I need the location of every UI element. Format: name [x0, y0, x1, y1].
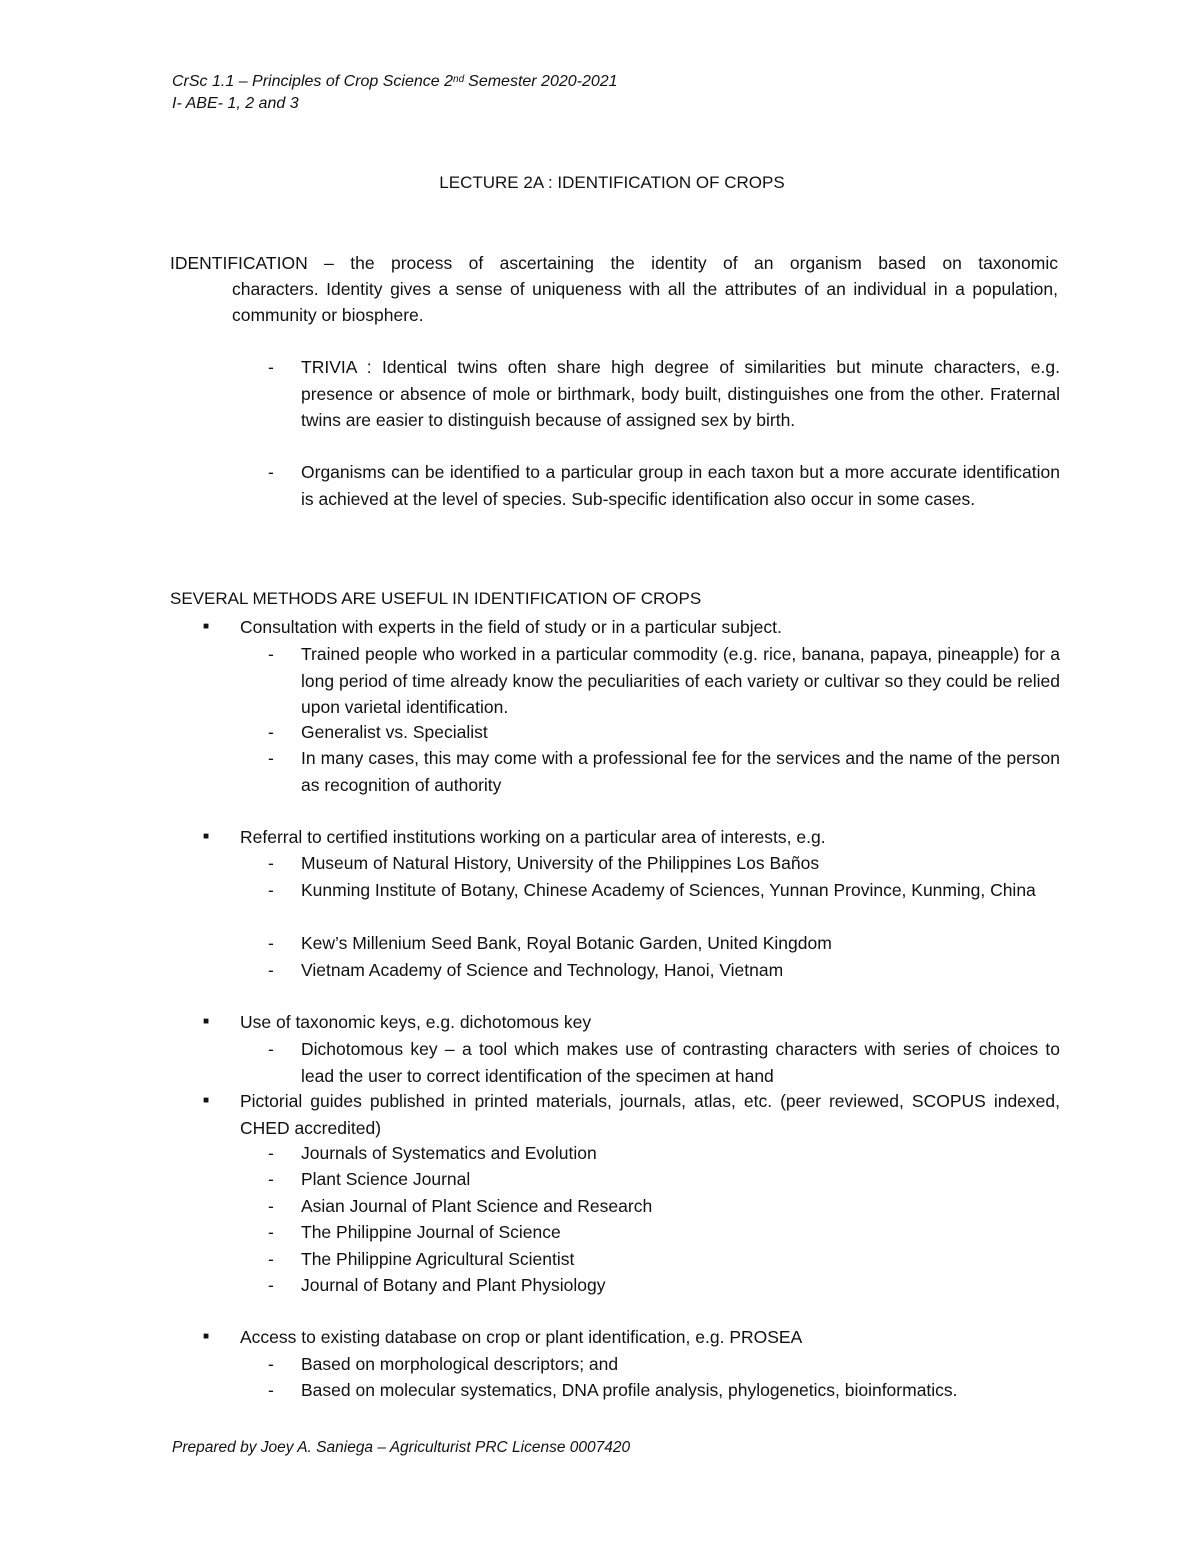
bullet-marker: ■ [203, 1016, 210, 1027]
method-sub-item [268, 1272, 1060, 1299]
sub-item-text: Kunming Institute of Botany, Chinese Academy of Sciences, Yunnan Province, Kunming, China [301, 880, 1036, 900]
dash-marker: - [268, 722, 274, 742]
sub-item-text: Asian Journal of Plant Science and Research [301, 1196, 653, 1216]
method-item: Pictorial guides published in printed materials, journals, atlas, etc. (peer reviewed, SCOPUS indexed, CHED accredited) [240, 1091, 1060, 1138]
method-sub-item [268, 1351, 1060, 1378]
method-sub-item [268, 957, 1060, 984]
note-organisms [268, 459, 1060, 512]
dash-marker: - [268, 1222, 274, 1242]
method-sub-item [268, 1036, 1060, 1089]
dash-marker: - [268, 853, 274, 873]
sub-item-text: Based on morphological descriptors; and [301, 1354, 619, 1374]
method-sub-item [268, 745, 1060, 798]
dash-marker: - [268, 1249, 274, 1269]
sub-item-text: Journals of Systematics and Evolution [301, 1143, 597, 1163]
method-sub-item [268, 719, 1060, 746]
method-sub-item [268, 1246, 1060, 1273]
dash-marker: - [268, 1275, 274, 1295]
dash-marker: - [268, 357, 274, 377]
sub-item-text: Kew’s Millenium Seed Bank, Royal Botanic Garden, United Kingdom [301, 933, 832, 953]
dash-marker: - [268, 1380, 274, 1400]
section-header: I- ABE- 1, 2 and 3 [172, 95, 299, 112]
sub-item-text: Museum of Natural History, University of the Philippines Los Baños [301, 853, 820, 873]
method-item: Referral to certified institutions working on a particular area of interests, e.g. [240, 827, 826, 847]
method-sub-item [268, 1219, 1060, 1246]
ordinal-suffix: nd [453, 74, 465, 85]
methods-heading: SEVERAL METHODS ARE USEFUL IN IDENTIFICATION OF CROPS [170, 589, 702, 608]
sub-item-text: Dichotomous key – a tool which makes use of contrasting characters with series of choices to lead the user to correct identification of the specimen at hand [301, 1039, 1060, 1086]
definition-continuation: characters. Identity gives a sense of uniqueness with all the attributes of an individual in a population, community or biosphere. [232, 279, 1058, 325]
method-sub-item [268, 641, 1060, 721]
dash-marker: - [268, 1143, 274, 1163]
note-text: TRIVIA : Identical twins often share high degree of similarities but minute characters, e.g. presence or absence of mole or birthmark, body built, distinguishes one from the other. Fraternal twins are easier to distinguish because of assigned sex by birth. [301, 357, 1060, 430]
sub-item-text: The Philippine Journal of Science [301, 1222, 561, 1242]
dash-marker: - [268, 1354, 274, 1374]
dash-marker: - [268, 1196, 274, 1216]
method-sub-item [268, 1377, 1060, 1404]
method-sub-item [268, 930, 1060, 957]
sub-item-text: Trained people who worked in a particular commodity (e.g. rice, banana, papaya, pineapple) for a long period of time already know the peculiarities of each variety or cultivar so they could be relied upon varietal identification. [301, 644, 1060, 717]
bullet-marker: ■ [203, 1095, 210, 1106]
bullet-marker: ■ [203, 831, 210, 842]
lecture-title: LECTURE 2A : IDENTIFICATION OF CROPS [439, 173, 785, 192]
sub-item-text: Plant Science Journal [301, 1169, 471, 1189]
sub-item-text: The Philippine Agricultural Scientist [301, 1249, 575, 1269]
method-item: Access to existing database on crop or plant identification, e.g. PROSEA [240, 1327, 803, 1347]
semester-text: Semester 2020-2021 [468, 73, 618, 90]
method-sub-item [268, 1193, 1060, 1220]
note-trivia [268, 354, 1060, 434]
dash-marker: - [268, 1039, 274, 1059]
course-header [172, 72, 618, 92]
prepared-by-footer: Prepared by Joey A. Saniega – Agriculturist PRC License 0007420 [172, 1439, 631, 1456]
sub-item-text: Generalist vs. Specialist [301, 722, 488, 742]
dash-marker: - [268, 462, 274, 482]
dash-marker: - [268, 644, 274, 664]
bullet-marker: ■ [203, 621, 210, 632]
method-item: Use of taxonomic keys, e.g. dichotomous key [240, 1012, 592, 1032]
dash-marker: - [268, 960, 274, 980]
method-sub-item [268, 850, 1060, 877]
method-sub-item [268, 1166, 1060, 1193]
sub-item-text: In many cases, this may come with a professional fee for the services and the name of the person as recognition of authority [301, 748, 1060, 795]
definition-line-1: IDENTIFICATION – the process of ascertaining the identity of an organism based on taxonomic [170, 253, 1058, 273]
bullet-marker: ■ [203, 1331, 210, 1342]
method-item: Consultation with experts in the field of study or in a particular subject. [240, 617, 782, 637]
sub-item-text: Journal of Botany and Plant Physiology [301, 1275, 606, 1295]
note-text: Organisms can be identified to a particular group in each taxon but a more accurate identification is achieved at the level of species. Sub-specific identification also occur in some cases. [301, 462, 1060, 509]
dash-marker: - [268, 880, 274, 900]
method-sub-item [268, 1140, 1060, 1167]
course-title: CrSc 1.1 – Principles of Crop Science 2 [172, 73, 454, 90]
identification-definition [170, 250, 1058, 328]
dash-marker: - [268, 748, 274, 768]
sub-item-text: Based on molecular systematics, DNA profile analysis, phylogenetics, bioinformatics. [301, 1380, 958, 1400]
sub-item-text: Vietnam Academy of Science and Technology, Hanoi, Vietnam [301, 960, 784, 980]
method-sub-item [268, 877, 1060, 904]
dash-marker: - [268, 1169, 274, 1189]
dash-marker: - [268, 933, 274, 953]
